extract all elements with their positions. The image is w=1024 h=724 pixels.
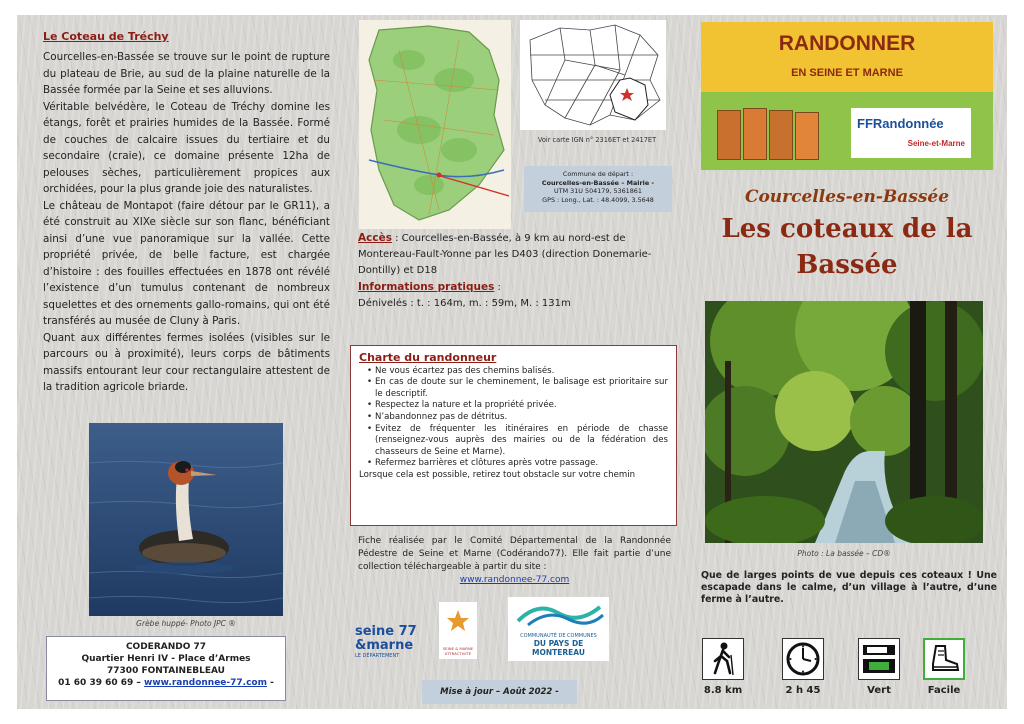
hiker-icon [702, 638, 744, 680]
bassee-photo [705, 301, 983, 543]
info-heading-colon: : [494, 282, 501, 293]
paragraph: Véritable belvédère, le Coteau de Tréchy domine les étangs, forêt et prairies humides de la Bassée. Formé de couches de calcaire issues du tertiaire et du secondaire (craie), ce domaine présente 12ha de pelouses sèches, particulièrement propices aux orchidées, pour la plus grande joie des naturalistes. [43, 100, 330, 195]
list-item: • Ne vous écartez pas des chemins balisés. [367, 366, 668, 378]
ffr-logo [851, 108, 971, 158]
list-item: • Respectez la nature et la propriété privée. [367, 400, 668, 412]
access-heading: Accès [358, 232, 392, 244]
randonner-banner [701, 22, 993, 170]
update-date: Mise à jour – Août 2022 - [422, 680, 577, 704]
org-address: Quartier Henri IV - Place d’Armes [81, 654, 251, 664]
departure-box [524, 166, 672, 212]
fiche-credit [358, 535, 671, 587]
ffr-wordmark: FFRandonnée [857, 116, 944, 131]
org-city: 77300 FONTAINEBLEAU [107, 666, 225, 676]
departure-gps: GPS : Long., Lat. : 48.4099, 3.5648 [542, 195, 654, 204]
community-logo [508, 597, 609, 661]
list-item: • N’abandonnez pas de détritus. [367, 412, 668, 424]
contact-trail: - [266, 678, 274, 688]
access-section [358, 230, 671, 312]
attractivite-logo [439, 602, 477, 659]
departure-utm: UTM 31U 504179, 5361861 [554, 187, 642, 195]
ign-map-note: Voir carte IGN n° 2316ET et 2417ET [537, 136, 657, 144]
guide-booklet [795, 112, 819, 160]
grebe-caption: Grèbe huppé- Photo JPC ® [136, 619, 236, 628]
contact-box [46, 636, 286, 701]
info-heading-line [358, 279, 671, 296]
bassee-caption: Photo : La bassée – CD® [797, 549, 891, 558]
france-map [520, 20, 666, 130]
distance-label: 8.8 km [703, 685, 743, 696]
ffr-region: Seine-et-Marne [907, 139, 965, 148]
brochure-page [17, 15, 1007, 709]
paragraph: Courcelles-en-Bassée se trouve sur le point de rupture du plateau de Brie, au sud de la plaine naturelle de la Bassée formée par la Seine et ses alluvions. [43, 51, 330, 96]
marking-label: Vert [867, 685, 891, 696]
wave-icon [508, 597, 609, 629]
duration-label: 2 h 45 [785, 685, 821, 696]
route-tagline: Que de larges points de vue depuis ces coteaux ! Une escapade dans le calme, d’un village à l’autre, d’une ferme à l’autre. [701, 570, 997, 605]
community-line2: DU PAYS DE MONTEREAU [532, 639, 585, 657]
banner-title: RANDONNER [778, 32, 916, 55]
banner-subtitle: EN SEINE ET MARNE [791, 67, 903, 79]
org-phone: 01 60 39 60 69 – [58, 678, 145, 688]
seine-marne-wordmark: seine 77 &marne [355, 624, 417, 653]
departure-name: Courcelles-en-Bassée – Mairie - [541, 178, 655, 187]
departure-label: Commune de départ : [562, 170, 634, 178]
list-item: • Refermez barrières et clôtures après votre passage. [367, 458, 668, 470]
attractivite-text: SEINE & MARNE ATTRACTIVITÉ [442, 646, 474, 656]
org-name: CODERANDO 77 [125, 642, 207, 652]
access-text: : Courcelles-en-Bassée, à 9 km au nord-est de Montereau-Fault-Yonne par les D403 (direction Donemarie-Dontilly) et D18 [358, 233, 652, 276]
community-line1: COMMUNAUTÉ DE COMMUNES [520, 633, 597, 639]
star-icon [439, 602, 477, 642]
elevation-info: Dénivelés : t. : 164m, m. : 59m, M. : 131m [358, 298, 571, 309]
paragraph: Quant aux différentes fermes isolées (visibles sur le parcours ou à proximité), leurs corps de bâtiments massifs entourant leur cour rectangulaire attestent de la tradition agricole briarde. [43, 331, 330, 393]
guide-booklet [717, 110, 741, 160]
hiker-charter [350, 345, 677, 526]
website-link[interactable]: www.randonnee-77.com [144, 678, 267, 688]
difficulty-label: Facile [927, 685, 961, 696]
guide-booklet [743, 108, 767, 160]
access-paragraph [358, 230, 671, 279]
coteau-description [43, 49, 330, 396]
charter-list [359, 366, 668, 470]
coteau-heading: Le Coteau de Tréchy [43, 30, 169, 43]
charter-footer: Lorsque cela est possible, retirez tout obstacle sur votre chemin [359, 469, 636, 480]
boot-icon [923, 638, 965, 680]
list-item: • En cas de doute sur le cheminement, le balisage est prioritaire sur le descriptif. [367, 377, 668, 400]
fiche-text: Fiche réalisée par le Comité Départemental de la Randonnée Pédestre de Seine et Marne (Codérando77). Elle fait partie d’une collection téléchargeable à partir du site : [358, 536, 671, 572]
list-item: • Evitez de fréquenter les itinéraires en période de chasse (renseignez-vous auprès des mairies ou de la fédération des chasseurs de Seine et Marne). [367, 424, 668, 459]
info-heading: Informations pratiques [358, 281, 495, 293]
collection-link[interactable]: www.randonnee-77.com [459, 575, 570, 585]
route-subtitle: Courcelles-en-Bassée [744, 187, 950, 207]
region-map [359, 20, 511, 229]
marker-icon [858, 638, 900, 680]
grebe-photo [89, 423, 283, 616]
route-title: Les coteaux de la Bassée [721, 214, 973, 280]
guide-booklet [769, 110, 793, 160]
charter-title: Charte du randonneur [359, 351, 497, 364]
org-contact-line [47, 677, 285, 689]
paragraph: Le château de Montapot (faire détour par le GR11), a été construit au XIXe siècle sur son flanc, bénéficiant ainsi d’une vue panoramique sur la vallée. Cette propriété privée, de belle facture, est chargée d’histoire : des fouilles effectuées en 1878 ont révélé l’existence d’un tumulus contenant de nombreux squelettes et des ornements gallo-romains, qui ont été transférés au musée de Cluny à Paris. [43, 199, 330, 327]
seine-marne-sub: LE DÉPARTEMENT [355, 653, 400, 659]
clock-icon [782, 638, 824, 680]
seine-marne-logo [355, 615, 425, 665]
